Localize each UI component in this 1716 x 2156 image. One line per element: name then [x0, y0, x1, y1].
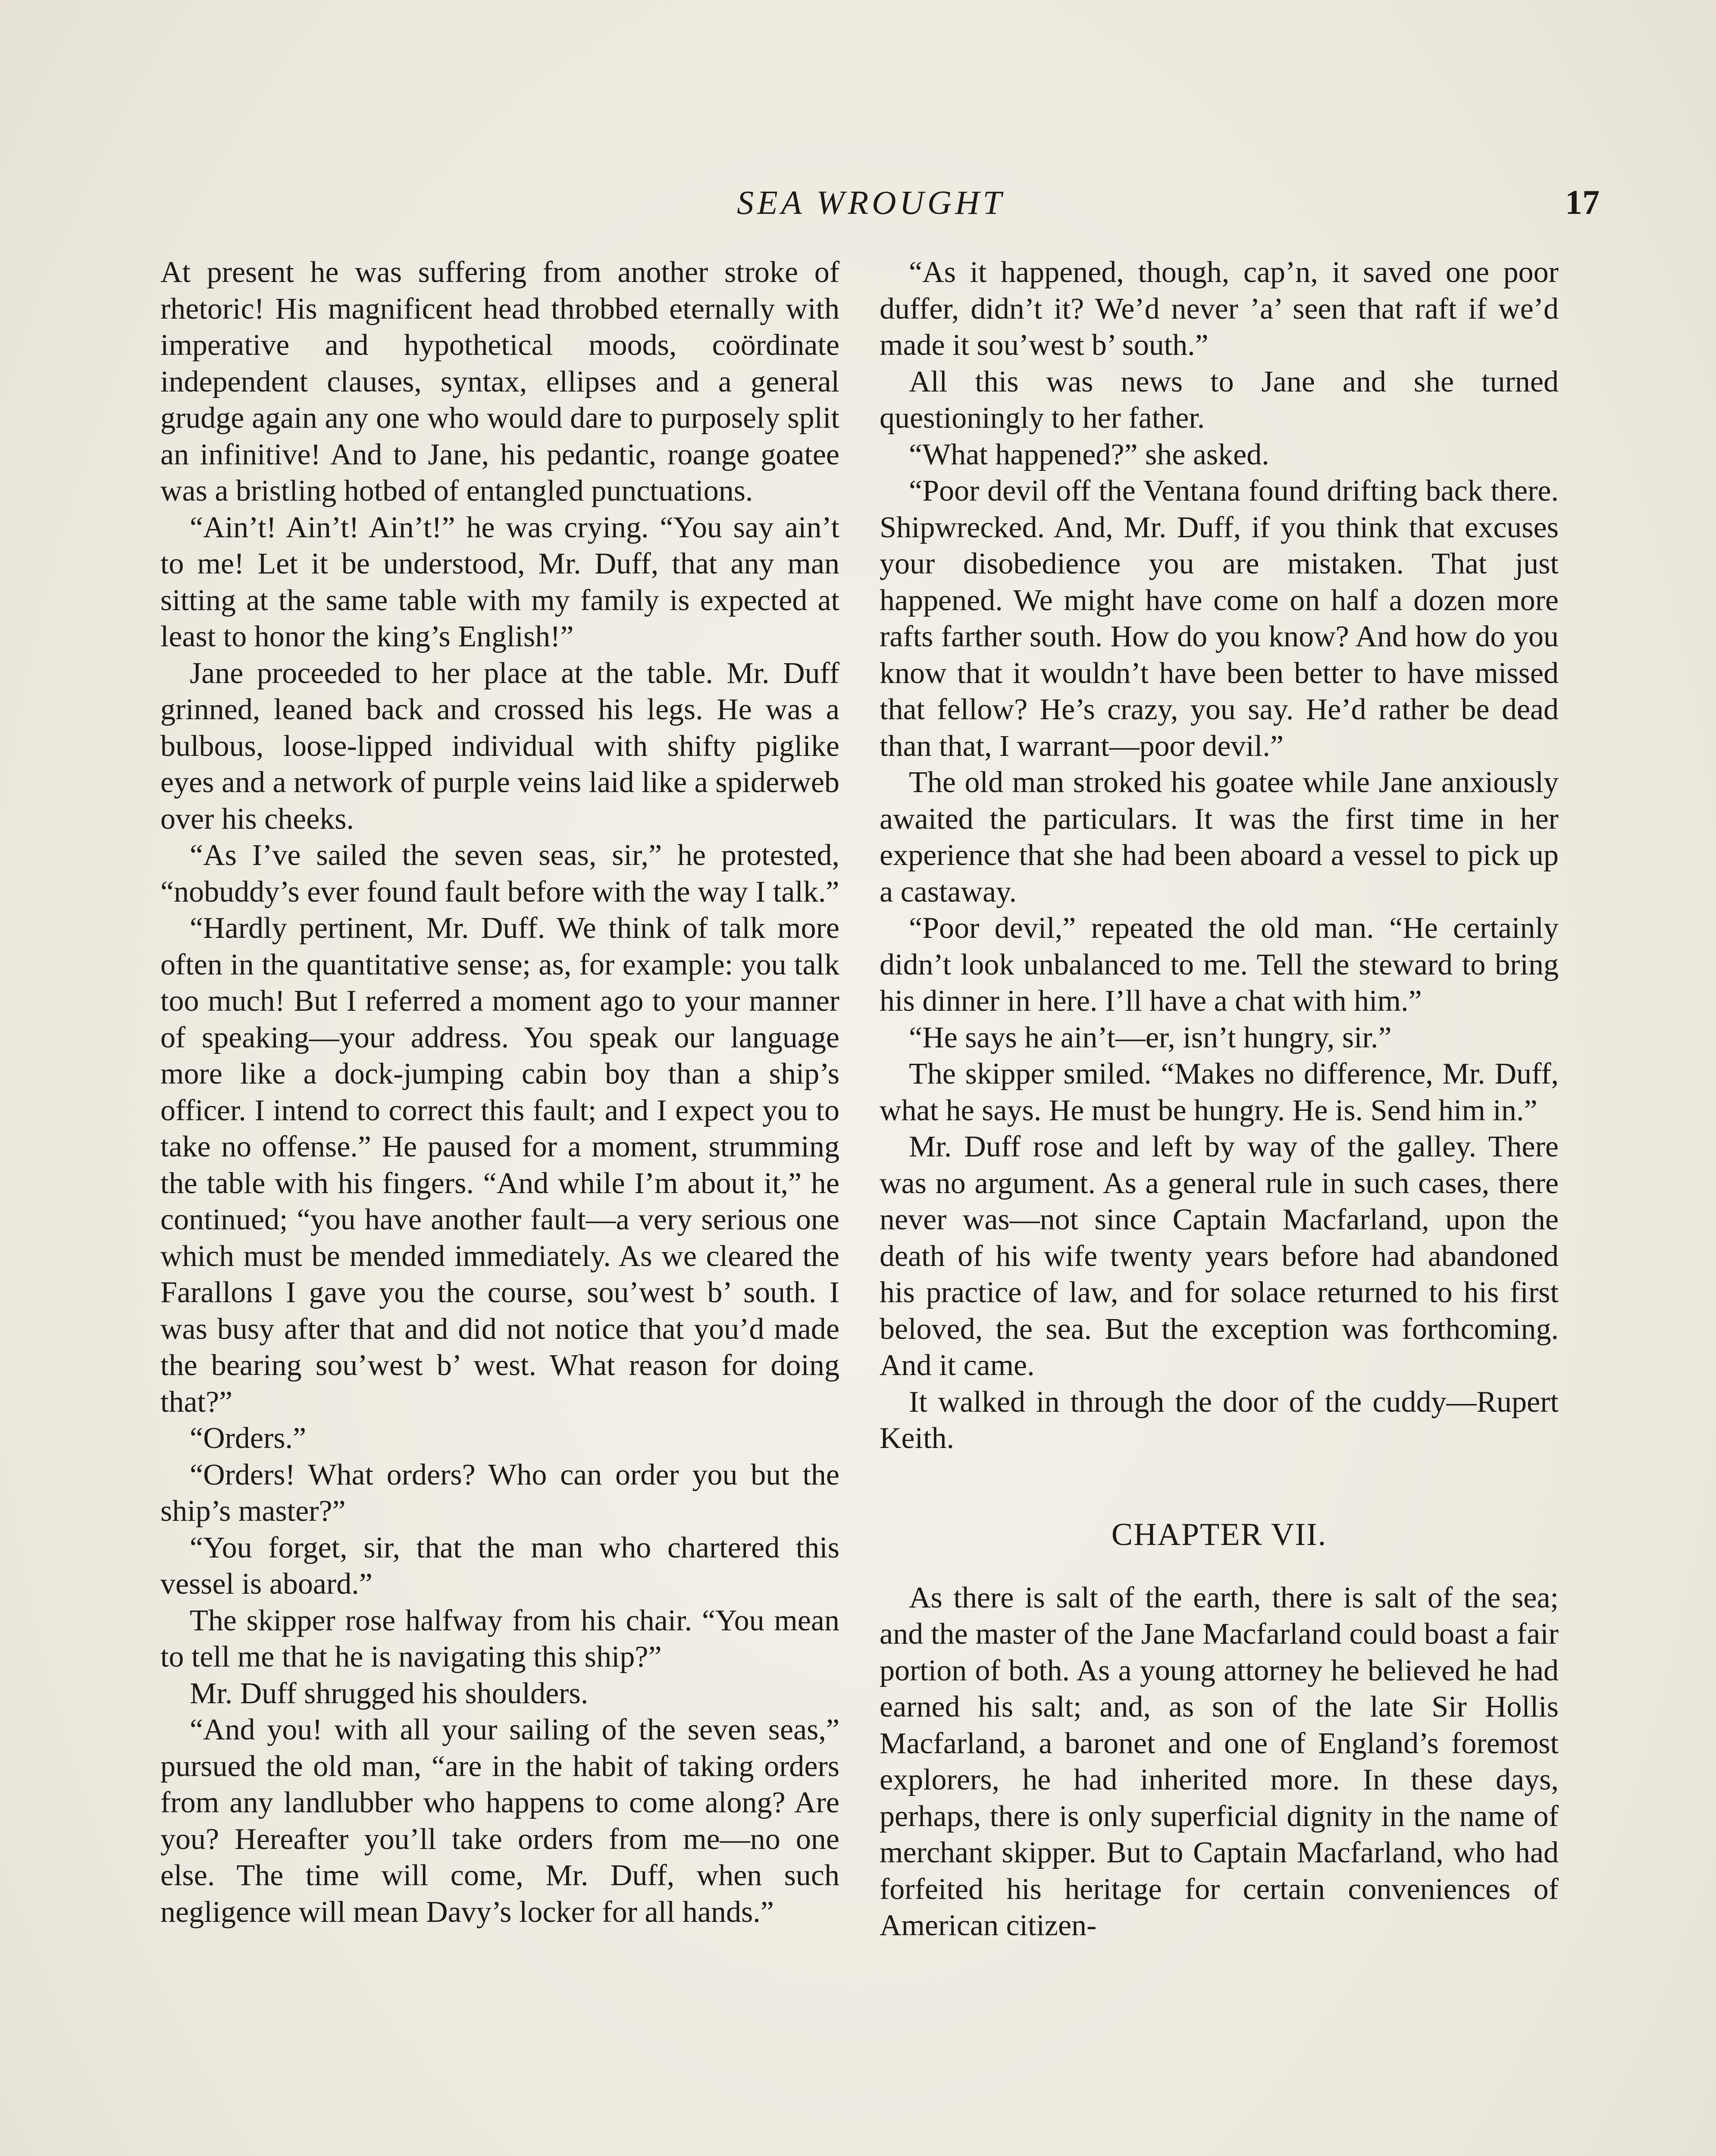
paragraph: Jane proceeded to her place at the table. Mr. Duff grinned, leaned back and crossed his legs. He was a bulbous, loose-lipped individual with shifty piglike eyes and a network of purple veins laid like a spiderweb over his cheeks.	[160, 656, 839, 836]
left-text-column	[160, 254, 839, 1930]
chapter-opening-paragraph: As there is salt of the earth, there is salt of the sea; and the master of the Jane Macfarland could boast a fair portion of both. As a young attorney he believed he had earned his salt; and, as son of the late Sir Hollis Macfarland, a baronet and one of England’s foremost explorers, he had inherited more. In these days, perhaps, there is only superficial dignity in the name of merchant skipper. But to Captain Macfarland, who had forfeited his heritage for certain conveniences of American citizen-	[880, 1581, 1559, 1942]
paragraph: “Hardly pertinent, Mr. Duff. We think of talk more often in the quantitative sense; as, for example: you talk too much! But I referred a moment ago to your manner of speaking—your address. You speak our language more like a dock-jumping cabin boy than a ship’s officer. I intend to correct this fault; and I expect you to take no offense.” He paused for a moment, strumming the table with his fingers. “And while I’m about it,” he continued; “you have another fault—a very serious one which must be mended immediately. As we cleared the Farallons I gave you the course, sou’west b’ south. I was busy after that and did not notice that you’d made the bearing sou’west b’ west. What reason for doing that?”	[160, 912, 839, 1419]
chapter-heading: CHAPTER VII.	[1111, 1517, 1327, 1552]
paragraph: It walked in through the door of the cuddy—Rupert Keith.	[880, 1385, 1559, 1455]
paragraph: “Orders! What orders? Who can order you but the ship’s master?”	[160, 1458, 839, 1528]
paragraph: “Poor devil off the Ventana found drifting back there. Shipwrecked. And, Mr. Duff, if you think that excuses your disobedience you are mistaken. That just happened. We might have come on half a dozen more rafts farther south. How do you know? And how do you know that it wouldn’t have been better to have missed that fellow? He’s crazy, you say. He’d rather be dead than that, I warrant—poor devil.”	[880, 474, 1559, 763]
paragraph: Mr. Duff rose and left by way of the galley. There was no argument. As a general rule in such cases, there never was—not since Captain Macfarland, upon the death of his wife twenty years before had abandoned his practice of law, and for solace returned to his first beloved, the sea. But the exception was forthcoming. And it came.	[880, 1130, 1559, 1382]
paragraph: “And you! with all your sailing of the seven seas,” pursued the old man, “are in the habit of taking orders from any landlubber who happens to come along? Are you? Hereafter you’ll take orders from me—no one else. The time will come, Mr. Duff, when such negligence will mean Davy’s locker for all hands.”	[160, 1713, 839, 1929]
paragraph: All this was news to Jane and she turned questioningly to her father.	[880, 365, 1559, 435]
paragraph: The old man stroked his goatee while Jane anxiously awaited the particulars. It was the first time in her experience that she had been aboard a vessel to pick up a castaway.	[880, 766, 1559, 909]
running-title: SEA WROUGHT	[737, 184, 1005, 221]
paragraph: “Ain’t! Ain’t! Ain’t!” he was crying. “You say ain’t to me! Let it be understood, Mr. Duff, that any man sitting at the same table with my family is expected at least to honor the king’s English!”	[160, 511, 839, 653]
page-number: 17	[1565, 184, 1600, 222]
paragraph: The skipper smiled. “Makes no difference, Mr. Duff, what he says. He must be hungry. He is. Send him in.”	[880, 1057, 1559, 1127]
right-text-column	[880, 254, 1559, 1944]
paragraph: “Poor devil,” repeated the old man. “He certainly didn’t look unbalanced to me. Tell the steward to bring his dinner in here. I’ll have a chat with him.”	[880, 912, 1559, 1018]
paragraph: “As it happened, though, cap’n, it saved one poor duffer, didn’t it? We’d never ’a’ seen that raft if we’d made it sou’west b’ south.”	[880, 256, 1559, 362]
paragraph: The skipper rose halfway from his chair. “You mean to tell me that he is navigating this ship?”	[160, 1604, 839, 1673]
paragraph: “As I’ve sailed the seven seas, sir,” he protested, “nobuddy’s ever found fault before with the way I talk.”	[160, 839, 839, 909]
paragraph: “What happened?” she asked.	[909, 438, 1269, 471]
paragraph: “Orders.”	[190, 1422, 307, 1455]
running-head	[160, 181, 1600, 233]
paragraph: Mr. Duff shrugged his shoulders.	[190, 1677, 589, 1710]
paragraph: “You forget, sir, that the man who chartered this vessel is aboard.”	[160, 1531, 839, 1601]
paragraph: “He says he ain’t—er, isn’t hungry, sir.”	[909, 1021, 1392, 1054]
paragraph: At present he was suffering from another stroke of rhetoric! His magnificent head throbbed eternally with imperative and hypothetical moods, coördinate independent clauses, syntax, ellipses and a general grudge again any one who would dare to purposely split an infinitive! And to Jane, his pedantic, roange goatee was a bristling hotbed of entangled punctuations.	[160, 256, 839, 508]
